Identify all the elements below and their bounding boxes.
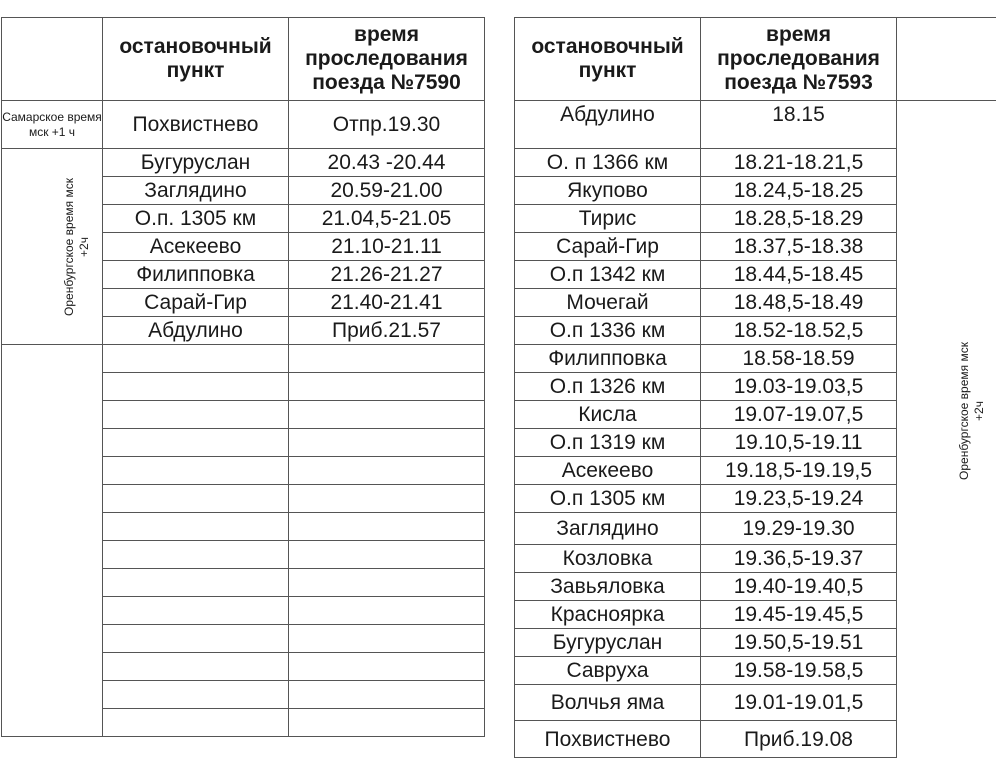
left-schedule-table — [1, 17, 485, 737]
left-row-stop: Асекеево — [103, 233, 289, 261]
right-row-stop: О.п 1342 км — [515, 261, 701, 289]
right-row-time: 18.28,5-18.29 — [701, 205, 897, 233]
right-row-stop: Якупово — [515, 177, 701, 205]
left-row-time: 21.26-21.27 — [289, 261, 485, 289]
left-empty-cell — [103, 513, 289, 541]
left-empty-cell — [103, 401, 289, 429]
right-row-time: 18.24,5-18.25 — [701, 177, 897, 205]
left-empty-cell — [289, 709, 485, 737]
right-row-time: 18.21-18.21,5 — [701, 149, 897, 177]
right-row-stop: О.п 1305 км — [515, 485, 701, 513]
left-empty-cell — [103, 653, 289, 681]
left-empty-cell — [103, 541, 289, 569]
right-row-time: 19.58-19.58,5 — [701, 657, 897, 685]
left-empty-cell — [289, 345, 485, 373]
left-empty-cell — [289, 429, 485, 457]
left-empty-cell — [289, 541, 485, 569]
right-row-time: 19.36,5-19.37 — [701, 545, 897, 573]
right-last-time: Приб.19.08 — [701, 721, 897, 757]
left-row-time: 21.10-21.11 — [289, 233, 485, 261]
right-row-time: 19.45-19.45,5 — [701, 601, 897, 629]
right-row-time: 18.58-18.59 — [701, 345, 897, 373]
left-header-time: время проследования поезда №7590 — [289, 18, 485, 101]
left-empty-cell — [289, 625, 485, 653]
left-row-time: 20.59-21.00 — [289, 177, 485, 205]
right-row-stop: Красноярка — [515, 601, 701, 629]
left-empty-cell — [289, 457, 485, 485]
left-row-time: Приб.21.57 — [289, 317, 485, 345]
right-row-stop: Заглядино — [515, 513, 701, 545]
left-empty-cell — [103, 709, 289, 737]
left-row-stop: Сарай-Гир — [103, 289, 289, 317]
left-empty-cell — [103, 569, 289, 597]
left-empty-cell — [289, 569, 485, 597]
left-empty-zone-cell — [2, 345, 103, 737]
left-row-time: 21.04,5-21.05 — [289, 205, 485, 233]
right-row-stop: Филипповка — [515, 345, 701, 373]
right-row-time: 19.29-19.30 — [701, 513, 897, 545]
right-row-stop: О. п 1366 км — [515, 149, 701, 177]
right-row-stop: О.п 1319 км — [515, 429, 701, 457]
left-zone-orenburg: Оренбургское время мск +2ч — [62, 172, 92, 322]
right-zone-orenburg: Оренбургское время мск +2ч — [957, 336, 987, 486]
right-header-stop: остановочный пункт — [515, 18, 701, 101]
left-empty-cell — [103, 457, 289, 485]
right-row-time: 19.01-19.01,5 — [701, 685, 897, 721]
left-empty-cell — [103, 345, 289, 373]
left-empty-cell — [103, 373, 289, 401]
right-row-time: 19.07-19.07,5 — [701, 401, 897, 429]
left-empty-cell — [289, 513, 485, 541]
right-row-stop: Завьяловка — [515, 573, 701, 601]
left-zone-header-cell — [2, 18, 103, 101]
left-zone-samara: Самарское время мск +1 ч — [2, 101, 103, 149]
right-row-time: 19.50,5-19.51 — [701, 629, 897, 657]
right-row-time: 18.44,5-18.45 — [701, 261, 897, 289]
left-row-stop: Бугуруслан — [103, 149, 289, 177]
right-row-stop: Волчья яма — [515, 685, 701, 721]
left-empty-cell — [289, 373, 485, 401]
left-empty-cell — [289, 485, 485, 513]
left-first-time: Отпр.19.30 — [289, 101, 485, 149]
left-empty-cell — [103, 485, 289, 513]
right-zone-header-cell — [897, 18, 996, 101]
right-last-stop: Похвистнево — [515, 721, 701, 757]
left-row-stop: Филипповка — [103, 261, 289, 289]
left-empty-cell — [103, 625, 289, 653]
right-schedule-table — [514, 17, 996, 758]
right-row-time: 19.03-19.03,5 — [701, 373, 897, 401]
right-row-stop: О.п 1336 км — [515, 317, 701, 345]
right-row-time: 18.48,5-18.49 — [701, 289, 897, 317]
left-empty-cell — [289, 681, 485, 709]
left-empty-cell — [289, 653, 485, 681]
right-row-time: 18.52-18.52,5 — [701, 317, 897, 345]
right-row-time: 19.18,5-19.19,5 — [701, 457, 897, 485]
right-row-stop: Савруха — [515, 657, 701, 685]
right-first-stop: Абдулино — [515, 101, 701, 149]
right-zone-orenburg-cell — [897, 101, 996, 721]
left-empty-cell — [289, 597, 485, 625]
left-row-stop: О.п. 1305 км — [103, 205, 289, 233]
right-row-time: 19.23,5-19.24 — [701, 485, 897, 513]
right-row-time: 18.37,5-18.38 — [701, 233, 897, 261]
right-row-stop: Бугуруслан — [515, 629, 701, 657]
left-empty-cell — [103, 681, 289, 709]
right-row-stop: О.п 1326 км — [515, 373, 701, 401]
right-row-time: 19.40-19.40,5 — [701, 573, 897, 601]
right-row-time: 19.10,5-19.11 — [701, 429, 897, 457]
left-zone-orenburg-cell — [2, 149, 103, 345]
right-row-stop: Мочегай — [515, 289, 701, 317]
right-row-stop: Кисла — [515, 401, 701, 429]
right-first-time: 18.15 — [701, 101, 897, 149]
left-row-time: 20.43 -20.44 — [289, 149, 485, 177]
right-row-stop: Тирис — [515, 205, 701, 233]
left-row-stop: Абдулино — [103, 317, 289, 345]
right-row-stop: Козловка — [515, 545, 701, 573]
left-row-time: 21.40-21.41 — [289, 289, 485, 317]
left-empty-cell — [103, 597, 289, 625]
left-row-stop: Заглядино — [103, 177, 289, 205]
right-row-stop: Асекеево — [515, 457, 701, 485]
left-empty-cell — [289, 401, 485, 429]
left-first-stop: Похвистнево — [103, 101, 289, 149]
right-row-stop: Сарай-Гир — [515, 233, 701, 261]
left-header-stop: остановочный пункт — [103, 18, 289, 101]
right-header-time: время проследования поезда №7593 — [701, 18, 897, 101]
left-empty-cell — [103, 429, 289, 457]
